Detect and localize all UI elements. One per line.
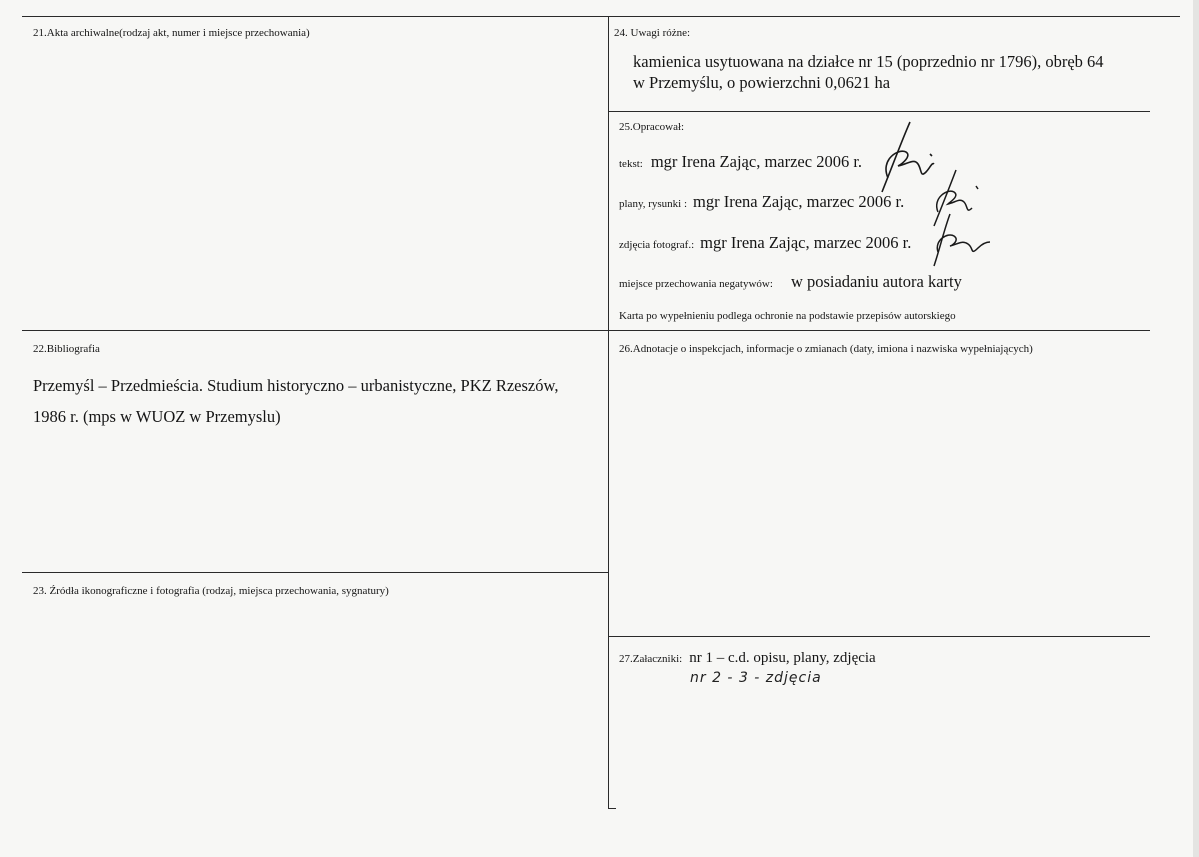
plany-row bbox=[619, 190, 904, 214]
copyright-note: Karta po wypełnieniu podlega ochronie na podstawie przepisów autorskiego bbox=[619, 310, 956, 322]
signature-3 bbox=[930, 212, 992, 267]
handwritten-annotation: nr 2 - 3 - zdjęcia bbox=[690, 670, 822, 686]
section-22-label: 22.Bibliografia bbox=[33, 343, 100, 355]
divider-26-27 bbox=[608, 636, 1150, 637]
section-21-label: 21.Akta archiwalne(rodzaj akt, numer i miejsce przechowania) bbox=[33, 27, 310, 39]
divider-22-23 bbox=[22, 572, 608, 573]
section-27-row bbox=[619, 648, 876, 669]
section-24-line-2: w Przemyślu, o powierzchni 0,0621 ha bbox=[633, 73, 891, 92]
zdjecia-value: mgr Irena Zając, marzec 2006 r. bbox=[700, 233, 912, 252]
section-25-label: 25.Opracował: bbox=[619, 121, 685, 133]
negatywy-label: miejsce przechowania negatywów: bbox=[619, 278, 773, 290]
section-22-line-1: Przemyśl – Przedmieścia. Studium historyczno – urbanistyczne, PKZ Rzeszów, bbox=[33, 376, 559, 395]
signature-1 bbox=[878, 120, 938, 195]
divider-row-1 bbox=[22, 330, 1150, 331]
tekst-label: tekst: bbox=[619, 158, 643, 170]
section-27-label: 27.Załaczniki: bbox=[619, 653, 683, 665]
tekst-value: mgr Irena Zając, marzec 2006 r. bbox=[650, 152, 863, 171]
bottom-tick bbox=[608, 808, 616, 809]
section-23-label: 23. Źródła ikonograficzne i fotografia (rodzaj, miejsca przechowania, sygnatury) bbox=[33, 585, 389, 597]
section-24-label: 24. Uwagi różne: bbox=[614, 27, 691, 39]
scan-edge bbox=[1193, 0, 1199, 857]
zdjecia-label: zdjęcia fotograf.: bbox=[619, 239, 695, 251]
section-22-line-2: 1986 r. (mps w WUOZ w Przemyslu) bbox=[33, 407, 281, 426]
negatywy-row bbox=[619, 270, 962, 294]
divider-24-25 bbox=[608, 111, 1150, 112]
section-26-label: 26.Adnotacje o inspekcjach, informacje o zmianach (daty, imiona i nazwiska wypełniających) bbox=[619, 343, 1033, 355]
column-divider bbox=[608, 16, 609, 809]
plany-label: plany, rysunki : bbox=[619, 198, 688, 210]
plany-value: mgr Irena Zając, marzec 2006 r. bbox=[693, 192, 905, 211]
section-27-value: nr 1 – c.d. opisu, plany, zdjęcia bbox=[689, 650, 876, 666]
section-24-line-1: kamienica usytuowana na działce nr 15 (poprzednio nr 1796), obręb 64 bbox=[633, 52, 1104, 71]
top-rule bbox=[22, 16, 1180, 17]
tekst-row bbox=[619, 150, 862, 174]
zdjecia-row bbox=[619, 231, 911, 255]
negatywy-value: w posiadaniu autora karty bbox=[790, 272, 962, 291]
